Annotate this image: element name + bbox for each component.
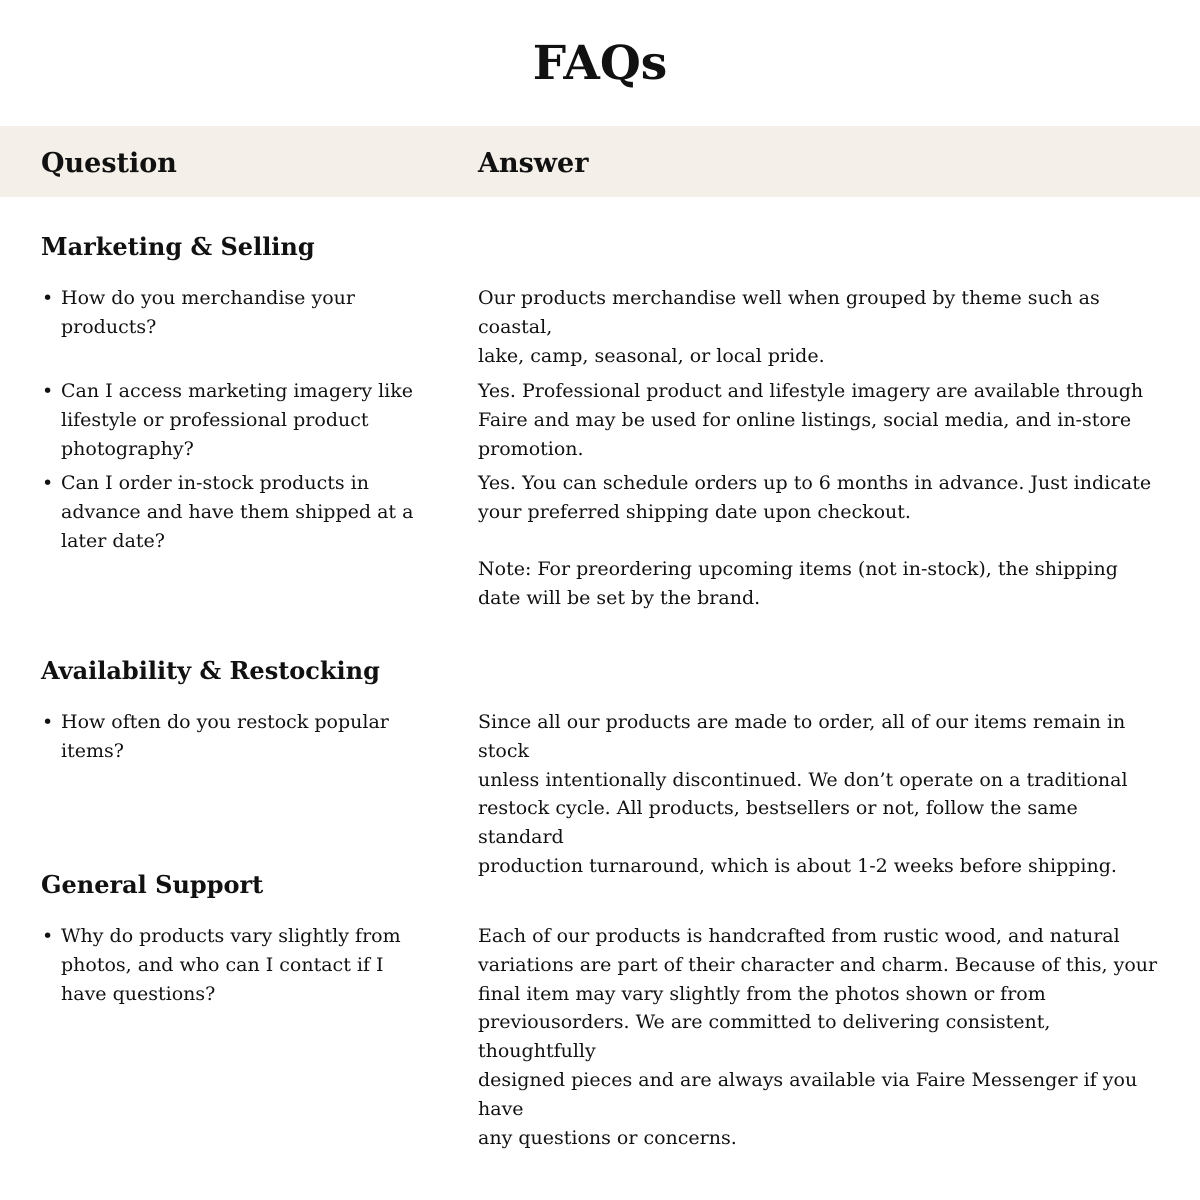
question-item (41, 284, 421, 342)
question-text: Can I order in-stock products in advance and have them shipped at a later date? (61, 472, 414, 552)
answer-text: Yes. Professional product and lifestyle imagery are available through Faire and may be used for online listings, social media, and in-store promotion. (478, 380, 1144, 460)
answer-note: Note: For preordering upcoming items (not in-stock), the shipping date will be set by the brand. (478, 558, 1118, 610)
bullet-icon: • (42, 472, 54, 494)
answer-text: Since all our products are made to order, all of our items remain in stock unless intentionally discontinued. We don’t operate on a traditional restock cycle. All products, bestsellers or not, follow the same standard production turnaround, which is about 1-2 weeks before shipping. (478, 711, 1128, 877)
answer-item (478, 708, 1158, 881)
answer-item (478, 469, 1158, 613)
question-text: Can I access marketing imagery like lifestyle or professional product photography? (61, 380, 414, 460)
question-text: How often do you restock popular items? (61, 711, 389, 762)
section-title-marketing-selling: Marketing & Selling (41, 232, 315, 261)
answer-item (478, 922, 1158, 1152)
answer-text: Yes. You can schedule orders up to 6 months in advance. Just indicate your preferred shipping date upon checkout. (478, 472, 1152, 523)
bullet-icon: • (42, 380, 54, 402)
column-header-answer: Answer (478, 148, 589, 179)
page-title: FAQs (532, 36, 668, 91)
question-text: How do you merchandise your products? (61, 287, 355, 338)
question-item (41, 469, 421, 555)
question-item (41, 377, 421, 463)
answer-item (478, 284, 1158, 370)
question-text: Why do products vary slightly from photos, and who can I contact if I have questions? (61, 925, 401, 1005)
column-header-question: Question (41, 148, 177, 179)
question-item (41, 708, 421, 766)
section-title-general-support: General Support (41, 870, 264, 899)
bullet-icon: • (42, 925, 54, 947)
answer-item (478, 377, 1158, 463)
section-title-availability-restocking: Availability & Restocking (41, 656, 380, 685)
bullet-icon: • (42, 287, 54, 309)
answer-text: Each of our products is handcrafted from rustic wood, and natural variations are part of their character and charm. Because of this, your final item may vary slightly from the photos shown or from previousorders. We are committed to delivering consistent, thoughtfully designed pieces and are always available via Faire Messenger if you have any questions or concerns. (478, 925, 1158, 1149)
question-item (41, 922, 421, 1008)
bullet-icon: • (42, 711, 54, 733)
table-header-bar (0, 126, 1200, 197)
answer-text: Our products merchandise well when grouped by theme such as coastal, lake, camp, seasonal, or local pride. (478, 287, 1100, 367)
